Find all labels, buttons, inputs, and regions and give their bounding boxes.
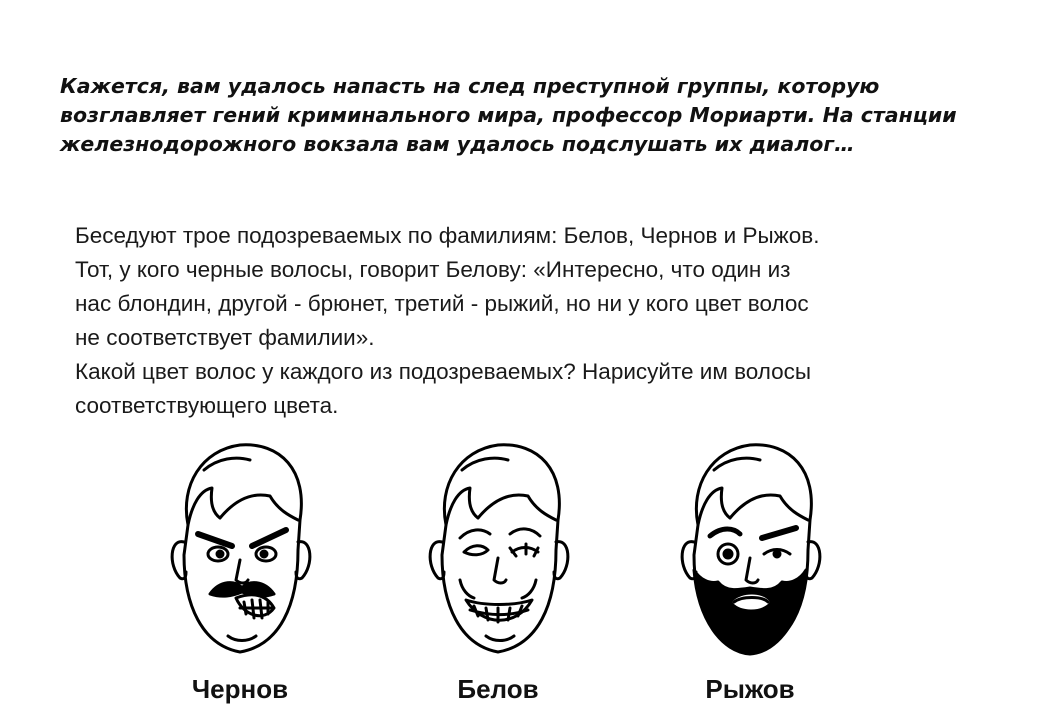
suspect-name: Рыжов [705, 674, 795, 704]
suspect-name: Чернов [191, 674, 289, 704]
intro-line: возглавляет гений криминального мира, профессор Мориарти. На станции [60, 103, 957, 127]
suspect-name: Белов [457, 674, 539, 704]
intro-text [60, 72, 990, 159]
face-chernov-illustration [140, 430, 340, 670]
task-text [75, 219, 1005, 423]
task-line: Тот, у кого черные волосы, говорит Белову: «Интересно, что один из [75, 257, 791, 282]
suspect-chernov [140, 430, 340, 720]
task-line: Какой цвет волос у каждого из подозреваемых? Нарисуйте им волосы [75, 359, 812, 384]
face-belov-illustration [398, 430, 598, 670]
intro-line: Кажется, вам удалось напасть на след преступной группы, которую [60, 74, 880, 98]
task-line: Беседуют трое подозреваемых по фамилиям: Белов, Чернов и Рыжов. [75, 223, 820, 248]
suspects-row [0, 430, 1040, 720]
task-line: не соответствует фамилии». [75, 325, 375, 350]
face-ryzhov-illustration [650, 430, 850, 670]
task-line: нас блондин, другой - брюнет, третий - рыжий, но ни у кого цвет волос [75, 291, 809, 316]
suspect-ryzhov [650, 430, 850, 720]
intro-line: железнодорожного вокзала вам удалось подслушать их диалог… [60, 132, 855, 156]
suspect-belov [398, 430, 598, 720]
task-line: соответствующего цвета. [75, 393, 339, 418]
